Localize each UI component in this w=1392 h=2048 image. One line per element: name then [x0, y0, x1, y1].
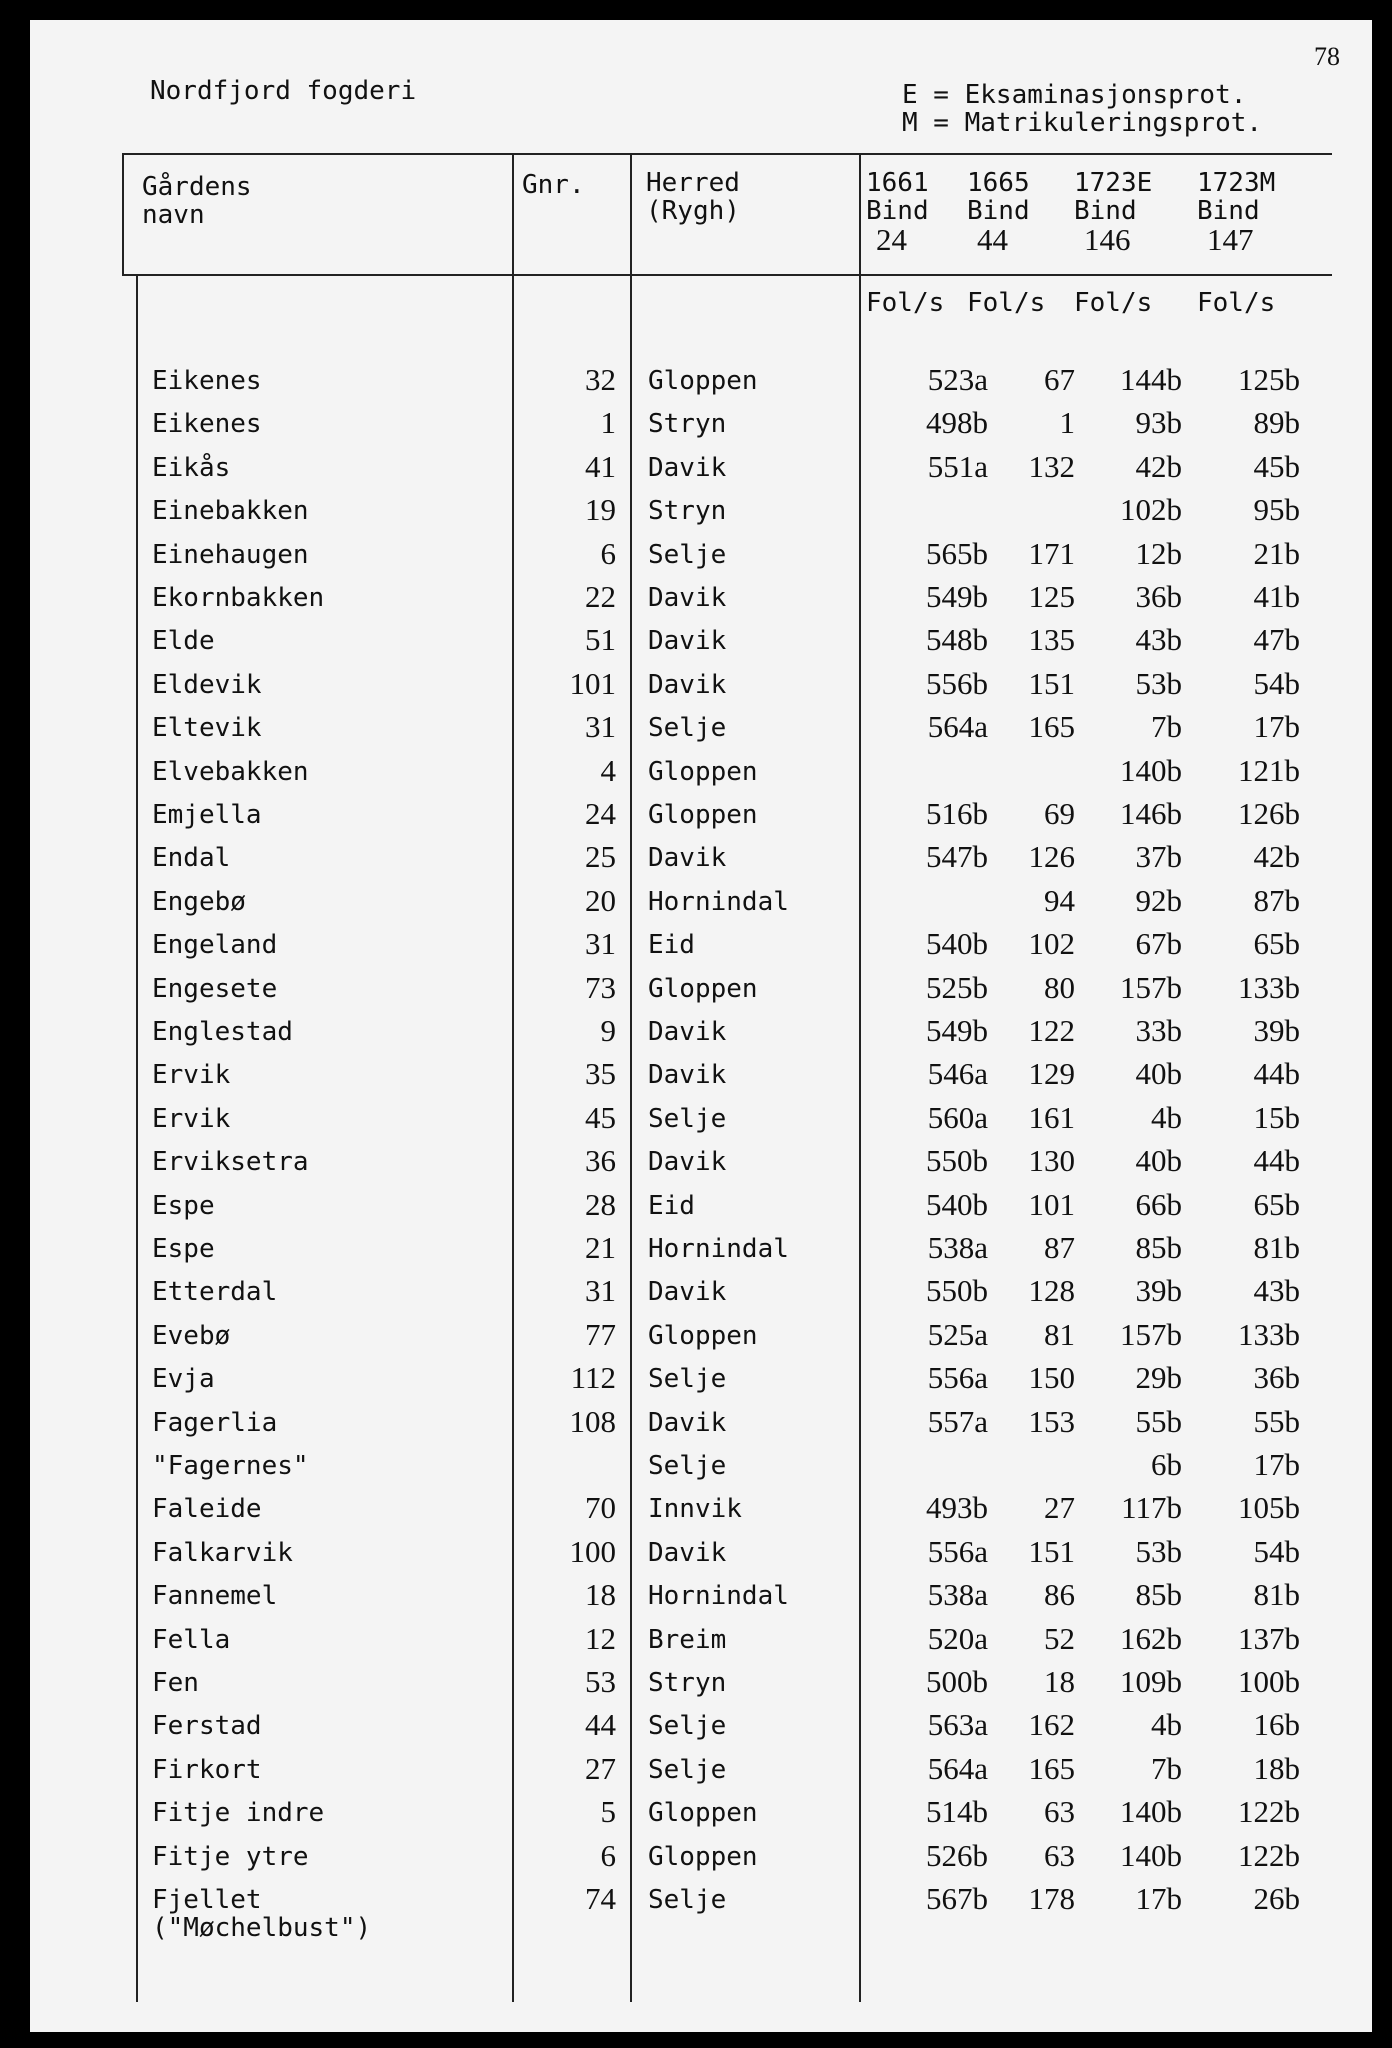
- farm-name: Eldevik: [152, 670, 262, 700]
- herred-cell: Davik: [648, 843, 727, 873]
- fol-1665-cell: 150: [1028, 1360, 1075, 1395]
- herred-cell: Gloppen: [648, 757, 758, 787]
- column-header-num: 24: [876, 222, 907, 257]
- fol-1723e-cell: 102b: [1120, 492, 1182, 527]
- farm-name: Ferstad: [152, 1711, 262, 1741]
- gnr-cell: 31: [585, 926, 616, 961]
- table-left-rule: [122, 153, 124, 276]
- fol-1723e-cell: 4b: [1151, 1100, 1182, 1135]
- fol-1661-cell: 563a: [927, 1707, 988, 1742]
- fol-1665-cell: 18: [1044, 1664, 1075, 1699]
- herred-cell: Innvik: [648, 1494, 742, 1524]
- column-header-sub: Fol/s: [1074, 288, 1153, 318]
- herred-cell: Gloppen: [648, 1321, 758, 1351]
- legend-line: M = Matrikuleringsprot.: [902, 108, 1263, 138]
- herred-cell: Selje: [648, 1755, 727, 1785]
- header-herred: Herred: [646, 168, 740, 198]
- column-header-year: 1661: [866, 168, 929, 198]
- gnr-cell: 112: [570, 1360, 616, 1395]
- gnr-cell: 21: [585, 1230, 616, 1265]
- fol-1665-cell: 165: [1028, 709, 1075, 744]
- gnr-cell: 44: [585, 1707, 616, 1742]
- fol-1723e-cell: 37b: [1135, 839, 1182, 874]
- herred-cell: Selje: [648, 1711, 727, 1741]
- farm-name: Einehaugen: [152, 540, 309, 570]
- fol-1723e-cell: 40b: [1135, 1056, 1182, 1091]
- header-name: Gårdens: [142, 172, 252, 202]
- column-header-bind: Bind: [1074, 196, 1137, 226]
- header-herred: (Rygh): [646, 196, 740, 226]
- herred-cell: Eid: [648, 1191, 695, 1221]
- fol-1723m-cell: 87b: [1253, 883, 1300, 918]
- fol-1665-cell: 128: [1028, 1273, 1075, 1308]
- farm-name: Einebakken: [152, 496, 309, 526]
- gnr-cell: 77: [585, 1317, 616, 1352]
- fol-1661-cell: 557a: [927, 1404, 988, 1439]
- fol-1661-cell: 567b: [926, 1881, 988, 1916]
- header-gnr: Gnr.: [522, 170, 585, 200]
- fol-1723e-cell: 53b: [1135, 1534, 1182, 1569]
- fol-1723m-cell: 44b: [1253, 1143, 1300, 1178]
- fol-1723e-cell: 109b: [1120, 1664, 1182, 1699]
- fol-1723e-cell: 53b: [1135, 666, 1182, 701]
- fol-1665-cell: 135: [1028, 622, 1075, 657]
- fol-1661-cell: 540b: [926, 926, 988, 961]
- fol-1723m-cell: 125b: [1238, 362, 1300, 397]
- herred-cell: Selje: [648, 1104, 727, 1134]
- herred-cell: Eid: [648, 930, 695, 960]
- herred-cell: Davik: [648, 670, 727, 700]
- fol-1661-cell: 540b: [926, 1187, 988, 1222]
- fol-1723e-cell: 29b: [1135, 1360, 1182, 1395]
- herred-cell: Selje: [648, 713, 727, 743]
- fol-1723e-cell: 140b: [1120, 1794, 1182, 1829]
- fol-1723e-cell: 7b: [1151, 709, 1182, 744]
- fol-1665-cell: 161: [1028, 1100, 1075, 1135]
- farm-name: Espe: [152, 1234, 215, 1264]
- herred-cell: Selje: [648, 540, 727, 570]
- fol-1661-cell: 546a: [927, 1056, 988, 1091]
- fol-1723m-cell: 121b: [1238, 753, 1300, 788]
- fol-1723e-cell: 39b: [1135, 1273, 1182, 1308]
- herred-cell: Davik: [648, 1538, 727, 1568]
- gnr-cell: 32: [585, 362, 616, 397]
- fol-1723e-cell: 66b: [1135, 1187, 1182, 1222]
- column-header-year: 1665: [967, 168, 1030, 198]
- fol-1723m-cell: 36b: [1253, 1360, 1300, 1395]
- fol-1723e-cell: 43b: [1135, 622, 1182, 657]
- fol-1665-cell: 171: [1028, 536, 1075, 571]
- fol-1661-cell: 564a: [927, 709, 988, 744]
- fol-1723e-cell: 4b: [1151, 1707, 1182, 1742]
- farm-name: Etterdal: [152, 1277, 278, 1307]
- fol-1661-cell: 493b: [926, 1490, 988, 1525]
- fol-1665-cell: 153: [1028, 1404, 1075, 1439]
- fol-1665-cell: 125: [1028, 579, 1075, 614]
- fol-1661-cell: 516b: [926, 796, 988, 831]
- fol-1665-cell: 178: [1028, 1881, 1075, 1916]
- gnr-cell: 108: [569, 1404, 616, 1439]
- farm-name: Engeland: [152, 930, 278, 960]
- fol-1661-cell: 538a: [927, 1577, 988, 1612]
- fol-1723m-cell: 137b: [1238, 1621, 1300, 1656]
- farm-name: Fitje ytre: [152, 1842, 309, 1872]
- farm-name: Endal: [152, 843, 231, 873]
- column-divider: [859, 153, 861, 2002]
- farm-name: Erviksetra: [152, 1147, 309, 1177]
- farm-name: Fitje indre: [152, 1798, 325, 1828]
- fol-1661-cell: 550b: [926, 1143, 988, 1178]
- fol-1723m-cell: 133b: [1238, 1317, 1300, 1352]
- fol-1723e-cell: 67b: [1135, 926, 1182, 961]
- table-left-rule: [136, 276, 138, 2002]
- gnr-cell: 31: [585, 709, 616, 744]
- farm-name: Eltevik: [152, 713, 262, 743]
- fol-1723m-cell: 17b: [1253, 709, 1300, 744]
- fol-1723e-cell: 157b: [1120, 970, 1182, 1005]
- fol-1723e-cell: 17b: [1135, 1881, 1182, 1916]
- column-header-num: 44: [977, 222, 1008, 257]
- fol-1661-cell: 564a: [927, 1751, 988, 1786]
- column-header-sub: Fol/s: [967, 288, 1046, 318]
- fol-1723e-cell: 55b: [1135, 1404, 1182, 1439]
- farm-name: Evebø: [152, 1321, 231, 1351]
- gnr-cell: 41: [585, 449, 616, 484]
- gnr-cell: 22: [585, 579, 616, 614]
- farm-name-alt: ("Møchelbust"): [152, 1913, 372, 1943]
- gnr-cell: 73: [585, 970, 616, 1005]
- fol-1723e-cell: 33b: [1135, 1013, 1182, 1048]
- column-divider: [630, 153, 632, 2002]
- farm-name: Eikås: [152, 453, 231, 483]
- herred-cell: Stryn: [648, 409, 727, 439]
- herred-cell: Selje: [648, 1451, 727, 1481]
- herred-cell: Gloppen: [648, 1798, 758, 1828]
- herred-cell: Hornindal: [648, 887, 789, 917]
- fol-1723m-cell: 43b: [1253, 1273, 1300, 1308]
- fol-1723e-cell: 85b: [1135, 1230, 1182, 1265]
- fol-1723e-cell: 6b: [1151, 1447, 1182, 1482]
- herred-cell: Selje: [648, 1364, 727, 1394]
- fol-1665-cell: 63: [1044, 1838, 1075, 1873]
- gnr-cell: 36: [585, 1143, 616, 1178]
- herred-cell: Gloppen: [648, 974, 758, 1004]
- column-header-sub: Fol/s: [1197, 288, 1276, 318]
- fol-1661-cell: 547b: [926, 839, 988, 874]
- farm-name: "Fagernes": [152, 1451, 309, 1481]
- farm-name: Elde: [152, 626, 215, 656]
- fol-1723m-cell: 54b: [1253, 666, 1300, 701]
- fol-1665-cell: 87: [1044, 1230, 1075, 1265]
- farm-name: Engebø: [152, 887, 246, 917]
- farm-name: Espe: [152, 1191, 215, 1221]
- fol-1661-cell: 556b: [926, 666, 988, 701]
- fol-1723m-cell: 39b: [1253, 1013, 1300, 1048]
- fol-1661-cell: 498b: [926, 405, 988, 440]
- fol-1665-cell: 122: [1028, 1013, 1075, 1048]
- herred-cell: Davik: [648, 1408, 727, 1438]
- fol-1661-cell: 549b: [926, 1013, 988, 1048]
- farm-name: Ervik: [152, 1104, 231, 1134]
- fol-1723e-cell: 146b: [1120, 796, 1182, 831]
- gnr-cell: 28: [585, 1187, 616, 1222]
- table-top-rule: [122, 153, 1332, 155]
- page-title: Nordfjord fogderi: [150, 76, 417, 106]
- fol-1665-cell: 101: [1028, 1187, 1075, 1222]
- fol-1723m-cell: 44b: [1253, 1056, 1300, 1091]
- fol-1723e-cell: 36b: [1135, 579, 1182, 614]
- fol-1723e-cell: 140b: [1120, 753, 1182, 788]
- herred-cell: Davik: [648, 1060, 727, 1090]
- fol-1665-cell: 129: [1028, 1056, 1075, 1091]
- fol-1723m-cell: 15b: [1253, 1100, 1300, 1135]
- gnr-cell: 4: [600, 753, 616, 788]
- column-header-num: 146: [1084, 222, 1131, 257]
- gnr-cell: 20: [585, 883, 616, 918]
- document-page: [30, 20, 1372, 2032]
- gnr-cell: 6: [600, 1838, 616, 1873]
- header-name: navn: [142, 200, 205, 230]
- fol-1723e-cell: 7b: [1151, 1751, 1182, 1786]
- fol-1665-cell: 52: [1044, 1621, 1075, 1656]
- herred-cell: Breim: [648, 1625, 727, 1655]
- fol-1723m-cell: 89b: [1253, 405, 1300, 440]
- fol-1723e-cell: 144b: [1120, 362, 1182, 397]
- column-header-bind: Bind: [967, 196, 1030, 226]
- column-header-bind: Bind: [866, 196, 929, 226]
- herred-cell: Selje: [648, 1885, 727, 1915]
- column-header-bind: Bind: [1197, 196, 1260, 226]
- column-header-sub: Fol/s: [866, 288, 945, 318]
- fol-1661-cell: 560a: [927, 1100, 988, 1135]
- gnr-cell: 24: [585, 796, 616, 831]
- herred-cell: Davik: [648, 1017, 727, 1047]
- gnr-cell: 5: [600, 1794, 616, 1829]
- fol-1661-cell: 514b: [926, 1794, 988, 1829]
- column-header-year: 1723M: [1197, 168, 1276, 198]
- fol-1661-cell: 520a: [927, 1621, 988, 1656]
- gnr-cell: 19: [585, 492, 616, 527]
- herred-cell: Davik: [648, 626, 727, 656]
- fol-1661-cell: 550b: [926, 1273, 988, 1308]
- fol-1723m-cell: 16b: [1253, 1707, 1300, 1742]
- fol-1665-cell: 69: [1044, 796, 1075, 831]
- fol-1661-cell: 525a: [927, 1317, 988, 1352]
- herred-cell: Davik: [648, 1147, 727, 1177]
- fol-1661-cell: 556a: [927, 1360, 988, 1395]
- header-bottom-rule: [122, 274, 1332, 276]
- farm-name: Faleide: [152, 1494, 262, 1524]
- fol-1665-cell: 67: [1044, 362, 1075, 397]
- column-divider: [512, 153, 514, 2002]
- fol-1723e-cell: 92b: [1135, 883, 1182, 918]
- fol-1665-cell: 80: [1044, 970, 1075, 1005]
- farm-name: Elvebakken: [152, 757, 309, 787]
- gnr-cell: 12: [585, 1621, 616, 1656]
- herred-cell: Davik: [648, 583, 727, 613]
- farm-name: Engesete: [152, 974, 278, 1004]
- gnr-cell: 27: [585, 1751, 616, 1786]
- fol-1723m-cell: 65b: [1253, 926, 1300, 961]
- fol-1665-cell: 151: [1028, 1534, 1075, 1569]
- fol-1665-cell: 130: [1028, 1143, 1075, 1178]
- farm-name: Ervik: [152, 1060, 231, 1090]
- fol-1661-cell: 556a: [927, 1534, 988, 1569]
- fol-1723m-cell: 122b: [1238, 1838, 1300, 1873]
- fol-1723e-cell: 93b: [1135, 405, 1182, 440]
- fol-1661-cell: 526b: [926, 1838, 988, 1873]
- herred-cell: Davik: [648, 1277, 727, 1307]
- herred-cell: Gloppen: [648, 366, 758, 396]
- gnr-cell: 53: [585, 1664, 616, 1699]
- farm-name: Englestad: [152, 1017, 293, 1047]
- fol-1665-cell: 81: [1044, 1317, 1075, 1352]
- gnr-cell: 74: [585, 1881, 616, 1916]
- gnr-cell: 70: [585, 1490, 616, 1525]
- fol-1723m-cell: 95b: [1253, 492, 1300, 527]
- herred-cell: Gloppen: [648, 1842, 758, 1872]
- fol-1665-cell: 94: [1044, 883, 1075, 918]
- fol-1665-cell: 126: [1028, 839, 1075, 874]
- fol-1723m-cell: 105b: [1238, 1490, 1300, 1525]
- gnr-cell: 45: [585, 1100, 616, 1135]
- fol-1723m-cell: 47b: [1253, 622, 1300, 657]
- gnr-cell: 31: [585, 1273, 616, 1308]
- fol-1723e-cell: 85b: [1135, 1577, 1182, 1612]
- farm-name: Eikenes: [152, 366, 262, 396]
- farm-name: Firkort: [152, 1755, 262, 1785]
- farm-name: Ekornbakken: [152, 583, 325, 613]
- fol-1723e-cell: 42b: [1135, 449, 1182, 484]
- fol-1723m-cell: 21b: [1253, 536, 1300, 571]
- fol-1723e-cell: 162b: [1120, 1621, 1182, 1656]
- fol-1661-cell: 500b: [926, 1664, 988, 1699]
- fol-1723m-cell: 41b: [1253, 579, 1300, 614]
- farm-name: Falkarvik: [152, 1538, 293, 1568]
- fol-1723m-cell: 26b: [1253, 1881, 1300, 1916]
- fol-1723e-cell: 157b: [1120, 1317, 1182, 1352]
- fol-1723m-cell: 81b: [1253, 1577, 1300, 1612]
- farm-name: Emjella: [152, 800, 262, 830]
- gnr-cell: 18: [585, 1577, 616, 1612]
- fol-1665-cell: 102: [1028, 926, 1075, 961]
- fol-1661-cell: 548b: [926, 622, 988, 657]
- farm-name: Evja: [152, 1364, 215, 1394]
- legend-line: E = Eksaminasjonsprot.: [902, 80, 1247, 110]
- fol-1665-cell: 1: [1059, 405, 1075, 440]
- gnr-cell: 51: [585, 622, 616, 657]
- page-number: 78: [1314, 42, 1340, 71]
- fol-1665-cell: 63: [1044, 1794, 1075, 1829]
- farm-name: Fjellet: [152, 1885, 262, 1915]
- gnr-cell: 1: [600, 405, 616, 440]
- fol-1661-cell: 523a: [927, 362, 988, 397]
- fol-1723m-cell: 65b: [1253, 1187, 1300, 1222]
- farm-name: Fella: [152, 1625, 231, 1655]
- fol-1661-cell: 525b: [926, 970, 988, 1005]
- herred-cell: Gloppen: [648, 800, 758, 830]
- herred-cell: Stryn: [648, 496, 727, 526]
- herred-cell: Hornindal: [648, 1234, 789, 1264]
- fol-1665-cell: 162: [1028, 1707, 1075, 1742]
- fol-1723m-cell: 122b: [1238, 1794, 1300, 1829]
- gnr-cell: 9: [600, 1013, 616, 1048]
- fol-1665-cell: 86: [1044, 1577, 1075, 1612]
- gnr-cell: 101: [569, 666, 616, 701]
- fol-1723m-cell: 133b: [1238, 970, 1300, 1005]
- column-header-year: 1723E: [1074, 168, 1153, 198]
- column-header-num: 147: [1207, 222, 1254, 257]
- fol-1723e-cell: 40b: [1135, 1143, 1182, 1178]
- fol-1723m-cell: 17b: [1253, 1447, 1300, 1482]
- gnr-cell: 25: [585, 839, 616, 874]
- herred-cell: Davik: [648, 453, 727, 483]
- fol-1665-cell: 132: [1028, 449, 1075, 484]
- gnr-cell: 100: [569, 1534, 616, 1569]
- fol-1723m-cell: 54b: [1253, 1534, 1300, 1569]
- gnr-cell: 6: [600, 536, 616, 571]
- fol-1723e-cell: 140b: [1120, 1838, 1182, 1873]
- fol-1723m-cell: 126b: [1238, 796, 1300, 831]
- fol-1723m-cell: 100b: [1238, 1664, 1300, 1699]
- fol-1661-cell: 549b: [926, 579, 988, 614]
- farm-name: Eikenes: [152, 409, 262, 439]
- fol-1661-cell: 551a: [927, 449, 988, 484]
- farm-name: Fen: [152, 1668, 199, 1698]
- fol-1723m-cell: 45b: [1253, 449, 1300, 484]
- fol-1723m-cell: 55b: [1253, 1404, 1300, 1439]
- fol-1723m-cell: 81b: [1253, 1230, 1300, 1265]
- fol-1665-cell: 27: [1044, 1490, 1075, 1525]
- fol-1665-cell: 165: [1028, 1751, 1075, 1786]
- gnr-cell: 35: [585, 1056, 616, 1091]
- herred-cell: Stryn: [648, 1668, 727, 1698]
- herred-cell: Hornindal: [648, 1581, 789, 1611]
- fol-1723m-cell: 18b: [1253, 1751, 1300, 1786]
- fol-1661-cell: 538a: [927, 1230, 988, 1265]
- fol-1723m-cell: 42b: [1253, 839, 1300, 874]
- fol-1723e-cell: 12b: [1135, 536, 1182, 571]
- farm-name: Fagerlia: [152, 1408, 278, 1438]
- fol-1661-cell: 565b: [926, 536, 988, 571]
- fol-1665-cell: 151: [1028, 666, 1075, 701]
- fol-1723e-cell: 117b: [1121, 1490, 1182, 1525]
- farm-name: Fannemel: [152, 1581, 278, 1611]
